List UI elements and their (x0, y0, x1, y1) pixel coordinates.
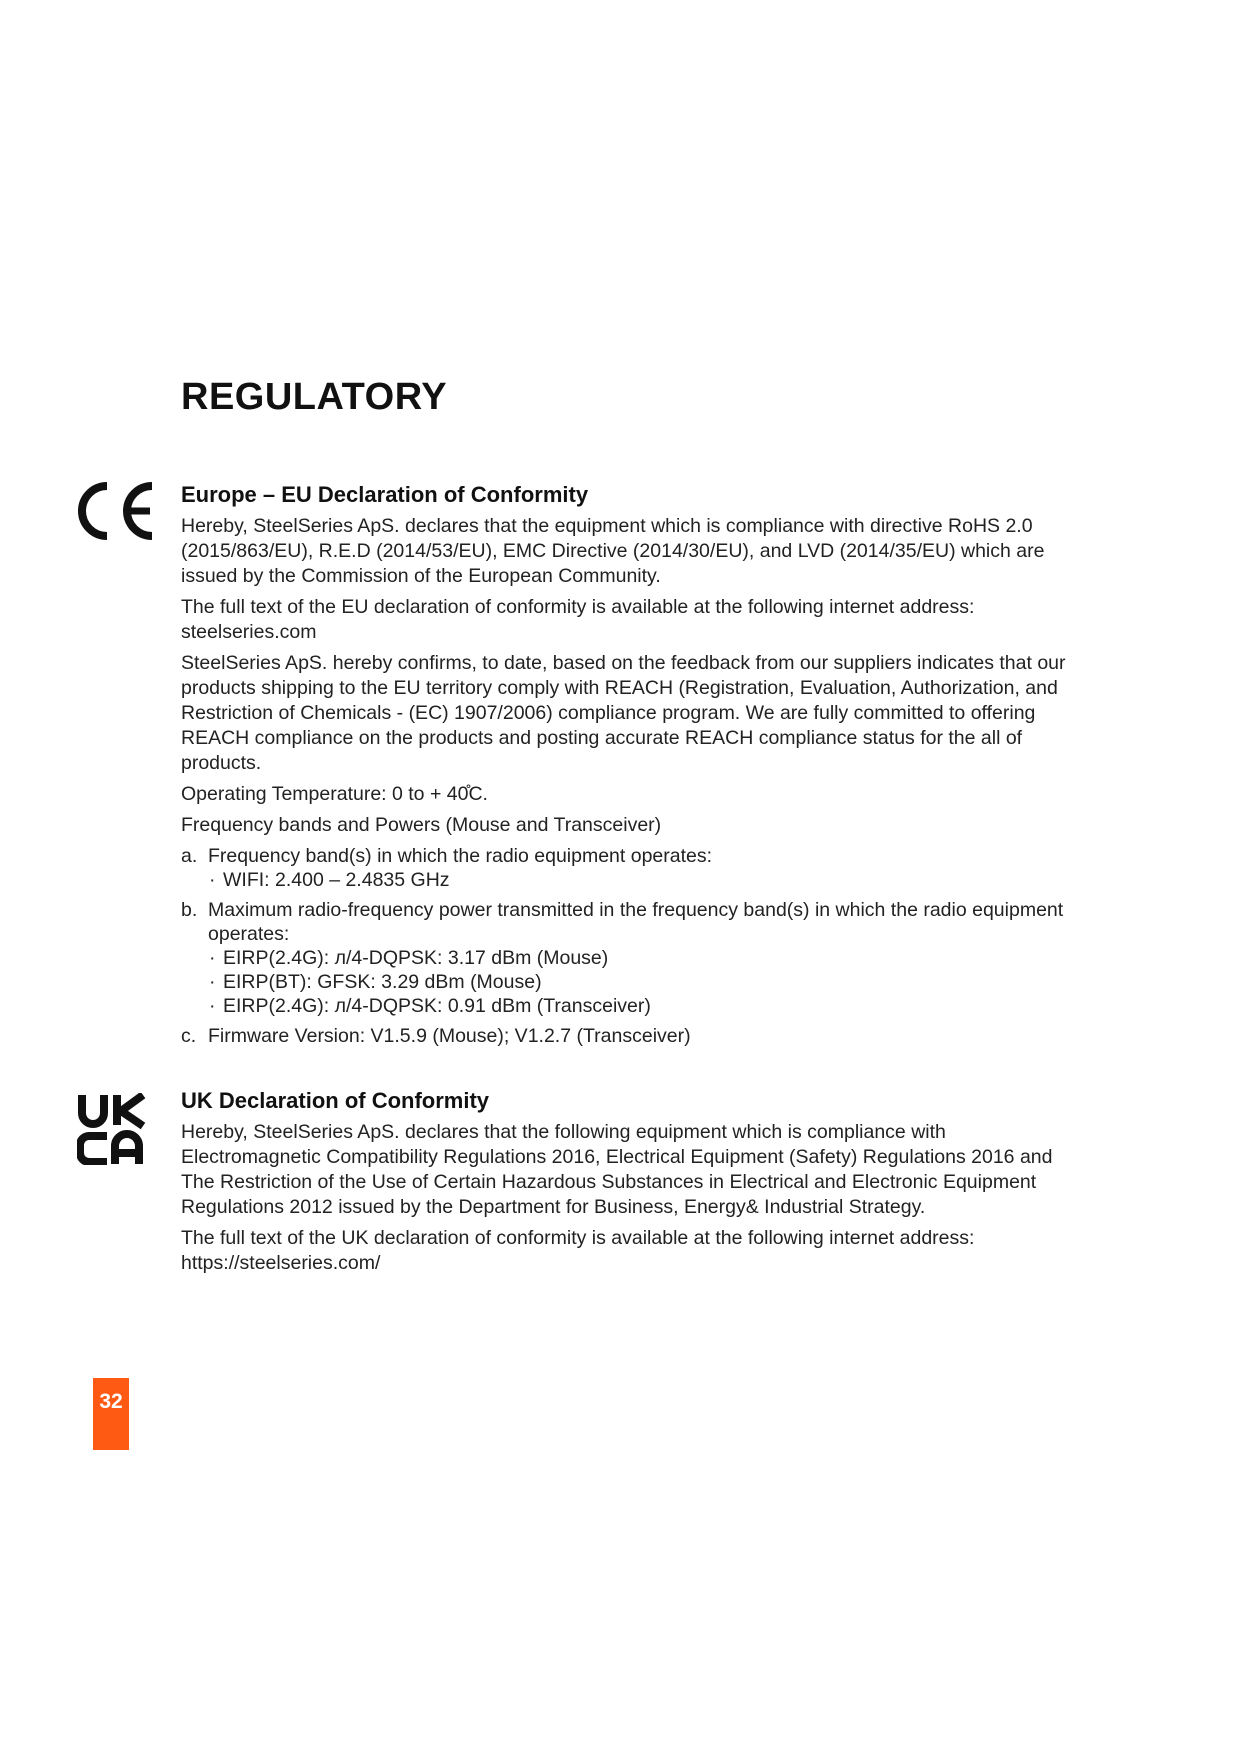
eu-paragraph-reach: SteelSeries ApS. hereby confirms, to date, based on the feedback from our suppliers indicates that our products shipping to the EU territory comply with REACH (Registration, Evaluation, Authorization, and Restriction of Chemicals - (EC) 1907/2006) compliance program. We are fully committed to offering REACH compliance on the products and posting accurate REACH compliance status for the all of products. (181, 652, 1066, 774)
bullet-item: · EIRP(BT): GFSK: 3.29 dBm (Mouse) (208, 970, 1081, 994)
list-item-text: Frequency band(s) in which the radio equipment operates: (208, 845, 713, 867)
eu-paragraph-2: The full text of the EU declaration of conformity is available at the following internet address: steelseries.com (181, 596, 975, 643)
eu-operating-temperature: Operating Temperature: 0 to + 40̊C. (181, 783, 488, 805)
list-item-text: Firmware Version: V1.5.9 (Mouse); V1.2.7 (Transceiver) (208, 1025, 691, 1047)
eu-declaration-section (181, 480, 1081, 1054)
page-title: REGULATORY (181, 376, 448, 418)
bullet-item: · WIFI: 2.400 – 2.4835 GHz (208, 868, 1081, 892)
eu-paragraph-1: Hereby, SteelSeries ApS. declares that the equipment which is compliance with directive RoHS 2.0 (2015/863/EU), R.E.D (2014/53/EU), EMC Directive (2014/30/EU), and LVD (2014/35/EU) which are issued by the Commission of the European Community. (181, 515, 1045, 587)
page-number: 32 (93, 1378, 129, 1450)
uk-paragraph-1: Hereby, SteelSeries ApS. declares that the following equipment which is compliance with Electromagnetic Compatibility Regulations 2016, Electrical Equipment (Safety) Regulations 2016 and The Restriction of the Use of Certain Hazardous Substances in Electrical and Electronic Equipment Regulations 2012 issued by the Department for Business, Energy& Industrial Strategy. (181, 1121, 1053, 1218)
ce-mark-icon (74, 478, 156, 544)
bullet-item: · EIRP(2.4G): л/4-DQPSK: 0.91 dBm (Transceiver) (208, 994, 1081, 1018)
uk-declaration-section (181, 1086, 1081, 1282)
eu-frequency-title: Frequency bands and Powers (Mouse and Transceiver) (181, 814, 662, 836)
frequency-list (181, 844, 1081, 1048)
uk-paragraph-2: The full text of the UK declaration of conformity is available at the following internet address: https://steelseries.com/ (181, 1227, 975, 1274)
list-item-text: Maximum radio-frequency power transmitted in the frequency band(s) in which the radio equipment operates: (208, 899, 1064, 945)
list-item (181, 898, 1081, 1018)
uk-heading: UK Declaration of Conformity (181, 1088, 490, 1113)
bullet-list (208, 946, 1081, 1018)
list-item (181, 1024, 1081, 1048)
list-marker: b. (181, 899, 198, 921)
ukca-mark-icon (77, 1093, 147, 1165)
bullet-item: · EIRP(2.4G): л/4-DQPSK: 3.17 dBm (Mouse) (208, 946, 1081, 970)
list-marker: a. (181, 845, 198, 867)
eu-heading: Europe – EU Declaration of Conformity (181, 482, 589, 507)
list-marker: c. (181, 1025, 197, 1047)
bullet-list (208, 868, 1081, 892)
list-item (181, 844, 1081, 892)
